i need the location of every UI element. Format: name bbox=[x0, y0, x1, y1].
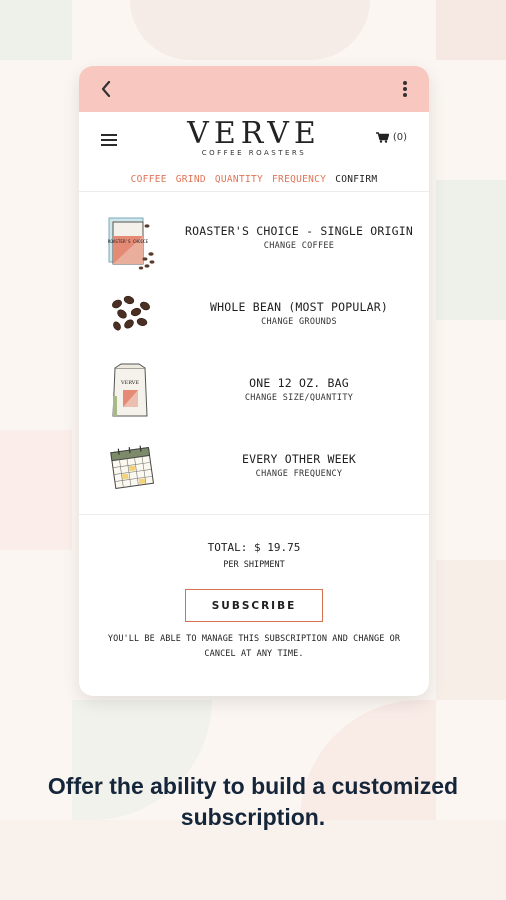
selection-quantity-text bbox=[169, 376, 429, 403]
subscribe-button[interactable]: SUBSCRIBE bbox=[185, 589, 323, 622]
coffee-beans-icon bbox=[107, 290, 157, 340]
cart-icon bbox=[376, 132, 389, 143]
step-nav bbox=[79, 174, 429, 185]
change-frequency-link[interactable]: CHANGE FREQUENCY bbox=[255, 469, 343, 479]
selection-title: ROASTER'S CHOICE - SINGLE ORIGIN bbox=[185, 224, 413, 238]
subscription-note: YOU'LL BE ABLE TO MANAGE THIS SUBSCRIPTION AND CHANGE OR CANCEL AT ANY TIME. bbox=[107, 634, 401, 659]
selection-grind bbox=[79, 276, 429, 352]
promo-caption: Offer the ability to build a customized subscription. bbox=[47, 773, 459, 830]
order-total: TOTAL: $ 19.75 bbox=[207, 541, 301, 554]
change-coffee-link[interactable]: CHANGE COFFEE bbox=[263, 241, 335, 251]
step-confirm[interactable]: CONFIRM bbox=[335, 174, 378, 185]
phone-screen bbox=[79, 66, 429, 696]
coffee-bag-icon bbox=[107, 362, 157, 412]
step-grind[interactable]: GRIND bbox=[175, 174, 206, 185]
brand-tagline: COFFEE ROASTERS bbox=[201, 149, 307, 157]
app-bar bbox=[79, 66, 429, 112]
selection-quantity bbox=[79, 352, 429, 428]
site-header bbox=[79, 112, 429, 192]
change-grounds-link[interactable]: CHANGE GROUNDS bbox=[261, 317, 337, 327]
more-options-icon[interactable] bbox=[397, 78, 413, 100]
step-quantity[interactable]: QUANTITY bbox=[214, 174, 264, 185]
step-coffee[interactable]: COFFEE bbox=[130, 174, 167, 185]
bag-label: VERVE bbox=[120, 380, 140, 386]
calendar-icon bbox=[107, 442, 157, 492]
selection-grind-text bbox=[169, 300, 429, 327]
cart-button[interactable] bbox=[376, 132, 407, 143]
selection-frequency bbox=[79, 428, 429, 504]
selection-title: ONE 12 OZ. BAG bbox=[249, 376, 349, 390]
selection-coffee-text bbox=[169, 224, 429, 251]
per-shipment-label: PER SHIPMENT bbox=[223, 560, 285, 570]
bag-label: ROASTER'S CHOICE bbox=[107, 239, 149, 244]
summary-divider bbox=[79, 514, 429, 515]
roasters-choice-bag-icon bbox=[107, 214, 157, 264]
change-size-quantity-link[interactable]: CHANGE SIZE/QUANTITY bbox=[244, 393, 354, 403]
selection-coffee bbox=[79, 200, 429, 276]
selection-list bbox=[79, 200, 429, 504]
cart-count: (0) bbox=[392, 132, 407, 143]
selection-frequency-text bbox=[169, 452, 429, 479]
brand-name: VERVE bbox=[187, 116, 321, 151]
selection-title: WHOLE BEAN (MOST POPULAR) bbox=[209, 300, 389, 314]
back-arrow-icon[interactable] bbox=[95, 78, 117, 100]
step-frequency[interactable]: FREQUENCY bbox=[272, 174, 327, 185]
selection-title: EVERY OTHER WEEK bbox=[242, 452, 356, 466]
